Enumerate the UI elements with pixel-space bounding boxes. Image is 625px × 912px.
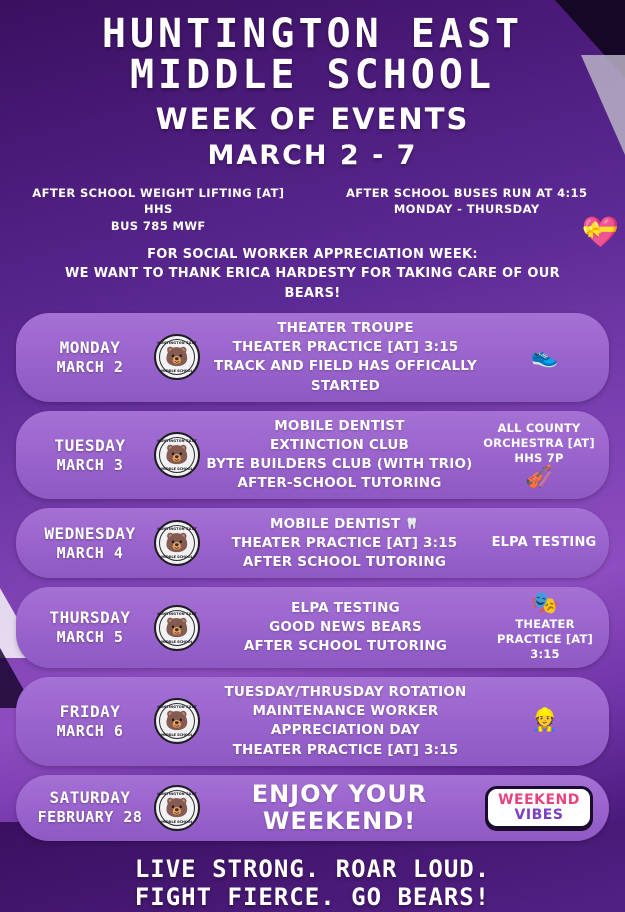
logo-top-text: HUNTINGTON EAST <box>157 611 197 616</box>
event-item: THEATER PRACTICE [AT] 3:15 <box>232 741 459 758</box>
footer-slogan <box>10 855 615 912</box>
schedule-list <box>10 313 615 840</box>
logo-bottom-text: MIDDLE SCHOOL <box>161 555 193 560</box>
side-panel <box>479 786 599 829</box>
tooth-icon: 🦷 <box>405 516 419 530</box>
event-item: GOOD NEWS BEARS <box>269 619 422 636</box>
theater-masks-icon: 🎭 <box>531 591 559 617</box>
event-item: TRACK AND FIELD HAS OFFICALLY STARTED <box>214 358 477 394</box>
logo-top-text: HUNTINGTON EAST <box>157 527 197 532</box>
event-item: MAINTENANCE WORKER APPRECIATION DAY <box>252 703 439 739</box>
school-logo-icon <box>154 698 200 744</box>
event-item: EXTINCTION CLUB <box>269 436 410 453</box>
weekend-vibes-badge <box>485 786 593 829</box>
schedule-row-tuesday <box>16 411 609 500</box>
violin-icon: 🎻 <box>525 465 553 491</box>
hearts-icon: 💝 <box>581 215 619 250</box>
logo-bottom-text: MIDDLE SCHOOL <box>161 639 193 644</box>
bear-mascot-icon: 🐻 <box>165 616 189 639</box>
event-item: BYTE BUILDERS CLUB (WITH TRIO) <box>206 456 473 473</box>
day-date: MARCH 3 <box>56 455 124 474</box>
logo-top-text: HUNTINGTON EAST <box>157 791 197 796</box>
side-panel <box>489 535 599 552</box>
day-name: MONDAY <box>59 338 121 358</box>
date-range: MARCH 2 - 7 <box>207 139 418 171</box>
bear-mascot-icon: 🐻 <box>165 346 189 369</box>
side-text: THEATER PRACTICE [AT] 3:15 <box>496 617 593 662</box>
title-block <box>10 0 615 171</box>
event-item: TUESDAY/THRUSDAY ROTATION <box>224 684 467 701</box>
bear-mascot-icon: 🐻 <box>165 710 189 733</box>
day-label <box>26 338 154 377</box>
side-panel <box>479 421 599 490</box>
events-list <box>200 319 491 396</box>
day-name: WEDNESDAY <box>44 523 136 543</box>
weekend-message <box>200 781 479 835</box>
appreciation-line2: WE WANT TO THANK ERICA HARDESTY FOR TAKING CARE OF OUR BEARS! <box>65 266 560 301</box>
event-item: AFTER-SCHOOL TUTORING <box>237 475 442 492</box>
schedule-row-wednesday <box>16 508 609 578</box>
day-name: TUESDAY <box>54 435 126 455</box>
page-subtitle: WEEK OF EVENTS <box>155 101 470 136</box>
day-label <box>26 788 154 827</box>
day-date: MARCH 5 <box>56 628 124 647</box>
day-label <box>26 608 154 647</box>
school-logo-icon <box>154 520 200 566</box>
day-label <box>26 436 154 475</box>
appreciation-message <box>10 245 615 304</box>
event-text: MOBILE DENTIST <box>270 515 401 532</box>
event-item: THEATER PRACTICE [AT] 3:15 <box>231 534 458 551</box>
schedule-row-saturday <box>16 775 609 841</box>
logo-bottom-text: MIDDLE SCHOOL <box>161 369 193 374</box>
school-logo-icon <box>154 432 200 478</box>
day-date: FEBRUARY 28 <box>37 808 143 827</box>
appreciation-line1: FOR SOCIAL WORKER APPRECIATION WEEK: <box>147 246 478 262</box>
bear-mascot-icon: 🐻 <box>165 796 189 819</box>
school-logo-icon <box>154 785 200 831</box>
side-panel <box>491 346 599 368</box>
school-logo-icon <box>154 334 200 380</box>
page-title-line2: MIDDLE SCHOOL <box>129 51 496 98</box>
events-list <box>200 683 491 760</box>
event-item: AFTER SCHOOL TUTORING <box>242 553 447 570</box>
logo-bottom-text: MIDDLE SCHOOL <box>161 467 193 472</box>
logo-bottom-text: MIDDLE SCHOOL <box>161 733 193 738</box>
events-list <box>200 417 479 494</box>
page-title-line1: HUNTINGTON EAST <box>101 11 524 57</box>
logo-bottom-text: MIDDLE SCHOOL <box>161 819 193 824</box>
day-name: SATURDAY <box>49 788 131 808</box>
schedule-row-monday <box>16 313 609 402</box>
side-panel <box>491 593 599 662</box>
bear-mascot-icon: 🐻 <box>165 532 189 555</box>
logo-top-text: HUNTINGTON EAST <box>157 705 197 710</box>
badge-line1: WEEKEND <box>498 791 580 808</box>
schedule-row-thursday <box>16 587 609 668</box>
bear-mascot-icon: 🐻 <box>165 444 189 467</box>
note-line1: AFTER SCHOOL WEIGHT LIFTING [AT] HHS <box>32 185 285 217</box>
side-panel <box>491 710 599 732</box>
note-line2: BUS 785 MWF <box>110 218 206 233</box>
day-label <box>26 524 154 563</box>
notes-row <box>10 185 615 235</box>
event-item <box>204 515 485 534</box>
weekend-line2: WEEKEND! <box>262 806 417 835</box>
footer-line1: LIVE STRONG. ROAR LOUD. <box>134 854 491 883</box>
worker-icon: 👷 <box>531 708 559 734</box>
event-item: THEATER TROUPE <box>277 320 414 337</box>
schedule-row-friday <box>16 677 609 766</box>
side-text: ELPA TESTING <box>491 534 597 550</box>
day-date: MARCH 2 <box>56 358 124 377</box>
event-item: THEATER PRACTICE [AT] 3:15 <box>232 339 459 356</box>
event-item: MOBILE DENTIST <box>274 417 405 434</box>
weekend-line1: ENJOY YOUR <box>251 779 428 808</box>
note-line2: MONDAY - THURSDAY <box>393 202 540 217</box>
badge-line2: VIBES <box>514 806 564 823</box>
school-logo-icon <box>154 605 200 651</box>
note-weight-lifting <box>16 185 301 235</box>
note-line1: AFTER SCHOOL BUSES RUN AT 4:15 <box>346 185 588 200</box>
logo-top-text: HUNTINGTON EAST <box>157 341 197 346</box>
events-list <box>200 599 491 656</box>
day-name: THURSDAY <box>49 608 131 628</box>
winged-shoe-icon: 👟 <box>531 344 559 370</box>
day-name: FRIDAY <box>59 702 121 722</box>
note-buses <box>324 185 609 218</box>
side-text: ALL COUNTY ORCHESTRA [AT] HHS 7P <box>483 420 595 465</box>
day-date: MARCH 6 <box>56 722 124 741</box>
day-label <box>26 702 154 741</box>
event-item: AFTER SCHOOL TUTORING <box>243 638 448 655</box>
day-date: MARCH 4 <box>56 543 124 562</box>
footer-line2: FIGHT FIERCE. GO BEARS! <box>134 883 491 912</box>
events-list <box>200 515 489 572</box>
event-item: ELPA TESTING <box>291 600 400 617</box>
logo-top-text: HUNTINGTON EAST <box>157 439 197 444</box>
